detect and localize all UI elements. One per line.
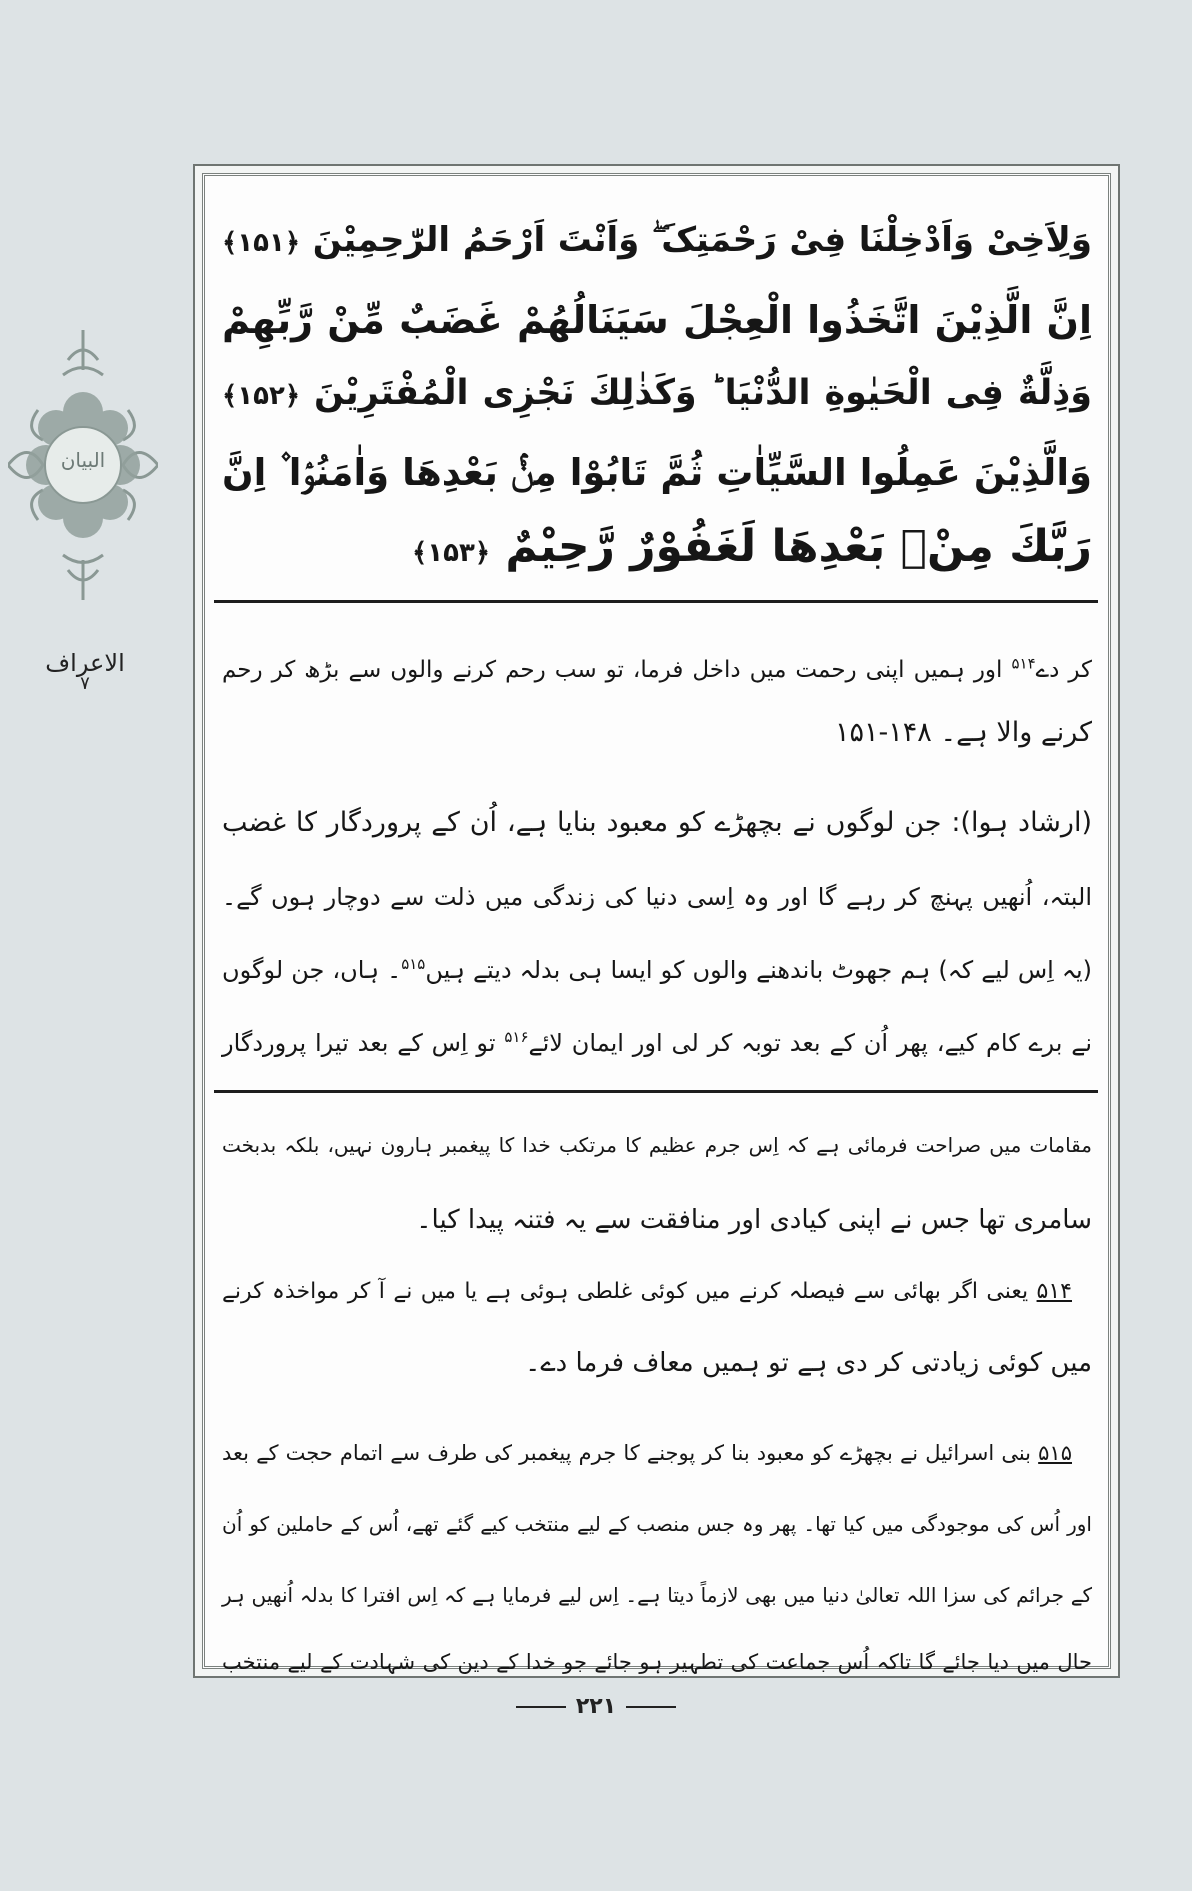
surah-label [40, 650, 130, 692]
section-divider [214, 1090, 1098, 1093]
quran-line: اِنَّ الَّذِیْنَ اتَّخَذُوا الْعِجْلَ سَیَنَالُهُمْ غَضَبٌ مِّنْ رَّبِّهِمْ [222, 298, 1092, 342]
section-divider [214, 600, 1098, 603]
translation-line: کرنے والا ہے۔ ۱۴۸-۱۵۱ [834, 717, 1092, 748]
footnote-label: ۵۱۵ [1038, 1441, 1072, 1465]
page-number: ۲۲۱ [0, 1694, 1192, 1719]
commentary-line: میں کوئی زیادتی کر دی ہے تو ہمیں معاف فرما دے۔ [525, 1348, 1092, 1378]
commentary-line: ۵۱۵ بنی اسرائیل نے بچھڑے کو معبود بنا کر پوجنے کا جرم پیغمبر کی طرف سے اتمام حجت کے بعد [222, 1441, 1072, 1465]
quran-line: وَالَّذِیْنَ عَمِلُوا السَّیِّاٰتِ ثُمَّ تَابُوْا مِنْۢ بَعْدِهَا وَاٰمَنُوْۤا ۫ اِنَّ [222, 451, 1092, 494]
footnote-ref: ۵۱۴ [1011, 654, 1036, 673]
commentary-line: اور اُس کی موجودگی میں کیا تھا۔ پھر وہ جس منصب کے لیے منتخب کیے گئے تھے، اُس کے حاملین کو اُن [222, 1512, 1092, 1536]
translation-line: (ارشاد ہوا): جن لوگوں نے بچھڑے کو معبود بنایا ہے، اُن کے پروردگار کا غضب [222, 807, 1092, 838]
translation-line: (یہ اِس لیے کہ) ہم جھوٹ باندھنے والوں کو ایسا ہی بدلہ دیتے ہیں$^{۵۱۵}$۔ ہاں، جن لوگوں [222, 955, 1092, 984]
footnote-label: ۵۱۴ [1036, 1279, 1072, 1304]
verse-marker: ﴿۱۵۲﴾ [222, 381, 301, 411]
ornament-title: البیان [60, 448, 106, 472]
margin-ornament [8, 330, 158, 600]
commentary-line: کے جرائم کی سزا اللہ تعالیٰ دنیا میں بھی لازماً دیتا ہے۔ اِس لیے فرمایا ہے کہ اِس افترا کا بدلہ اُنھیں ہر [222, 1583, 1092, 1607]
commentary-line: سامری تھا جس نے اپنی کیادی اور منافقت سے یہ فتنہ پیدا کیا۔ [416, 1205, 1092, 1235]
translation-line: البتہ، اُنھیں پہنچ کر رہے گا اور وہ اِسی دنیا کی زندگی میں ذلت سے دوچار ہوں گے۔ [222, 883, 1092, 911]
commentary-line: ۵۱۴ یعنی اگر بھائی سے فیصلہ کرنے میں کوئی غلطی ہوئی ہے یا میں نے آ کر مواخذہ کرنے [222, 1279, 1072, 1304]
footnote-ref: ۵۱۶ [504, 1028, 529, 1046]
surah-name: الاعراف [45, 649, 125, 677]
quran-line: وَلِاَخِیْ وَاَدْخِلْنَا فِیْ رَحْمَتِکَ ۖ وَاَنْتَ اَرْحَمُ الرّٰحِمِیْنَ ﴿۱۵۱﴾ [222, 220, 1092, 260]
quran-line: وَذِلَّةٌ فِی الْحَیٰوةِ الدُّنْیَا ؕ وَكَذٰلِكَ نَجْزِی الْمُفْتَرِیْنَ ﴿۱۵۲﴾ [222, 373, 1092, 413]
verse-marker: ﴿۱۵۱﴾ [222, 228, 301, 258]
commentary-line: مقامات میں صراحت فرمائی ہے کہ اِس جرم عظیم کا مرتکب خدا کا پیغمبر ہارون نہیں، بلکہ بدبخت [222, 1133, 1092, 1157]
commentary-line: حال میں دیا جائے گا تاکہ اُس جماعت کی تطہیر ہو جائے جو خدا کے دین کی شہادت کے لیے منتخب [222, 1650, 1092, 1674]
quran-line: رَبَّكَ مِنْۢ بَعْدِهَا لَغَفُوْرٌ رَّحِیْمٌ ﴿۱۵۳﴾ [412, 521, 1092, 572]
surah-number: ۷ [80, 673, 90, 694]
verse-marker: ﴿۱۵۳﴾ [412, 538, 491, 568]
translation-line: نے برے کام کیے، پھر اُن کے بعد توبہ کر لی اور ایمان لائے$^{۵۱۶}$ تو اِس کے بعد تیرا پروردگار [222, 1028, 1093, 1057]
translation-line: کر دے$^{۵۱۴}$ اور ہمیں اپنی رحمت میں داخل فرما، تو سب رحم کرنے والوں سے بڑھ کر رحم [222, 654, 1093, 683]
footnote-ref: ۵۱۵ [401, 955, 426, 973]
